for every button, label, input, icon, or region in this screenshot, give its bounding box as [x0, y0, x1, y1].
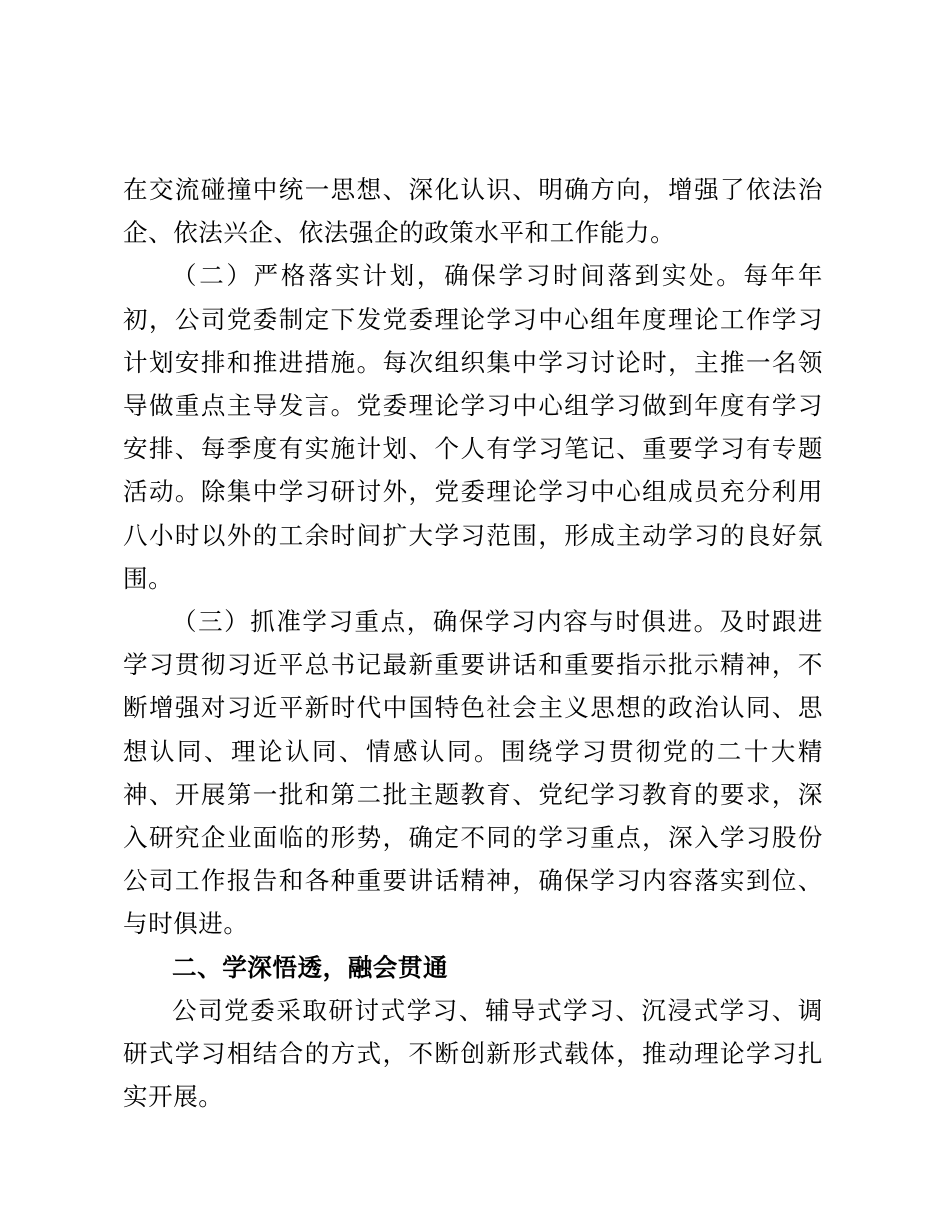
paragraph-study-methods: 公司党委采取研讨式学习、辅导式学习、沉浸式学习、调研式学习相结合的方式，不断创新形式载体，推动理论学习扎实开展。 — [123, 995, 823, 1112]
document-page — [123, 168, 823, 1118]
paragraph-plan-implementation: （二）严格落实计划，确保学习时间落到实处。每年年初，公司党委制定下发党委理论学习中心组年度理论工作学习计划安排和推进措施。每次组织集中学习讨论时，主推一名领导做重点主导发言。党委理论学习中心组学习做到年度有学习安排、每季度有实施计划、个人有学习笔记、重要学习有专题活动。除集中学习研讨外，党委理论学习中心组成员充分利用八小时以外的工余时间扩大学习范围，形成主动学习的良好氛围。 — [123, 261, 823, 593]
paragraph-continuation: 在交流碰撞中统一思想、深化认识、明确方向，增强了依法治企、依法兴企、依法强企的政策水平和工作能力。 — [123, 175, 823, 248]
section-heading: 二、学深悟透，融会贯通 — [172, 952, 449, 982]
paragraph-study-focus: （三）抓准学习重点，确保学习内容与时俱进。及时跟进学习贯彻习近平总书记最新重要讲话和重要指示批示精神，不断增强对习近平新时代中国特色社会主义思想的政治认同、思想认同、理论认同、情感认同。围绕学习贯彻党的二十大精神、开展第一批和第二批主题教育、党纪学习教育的要求，深入研究企业面临的形势，确定不同的学习重点，深入学习股份公司工作报告和各种重要讲话精神，确保学习内容落实到位、与时俱进。 — [123, 607, 823, 939]
